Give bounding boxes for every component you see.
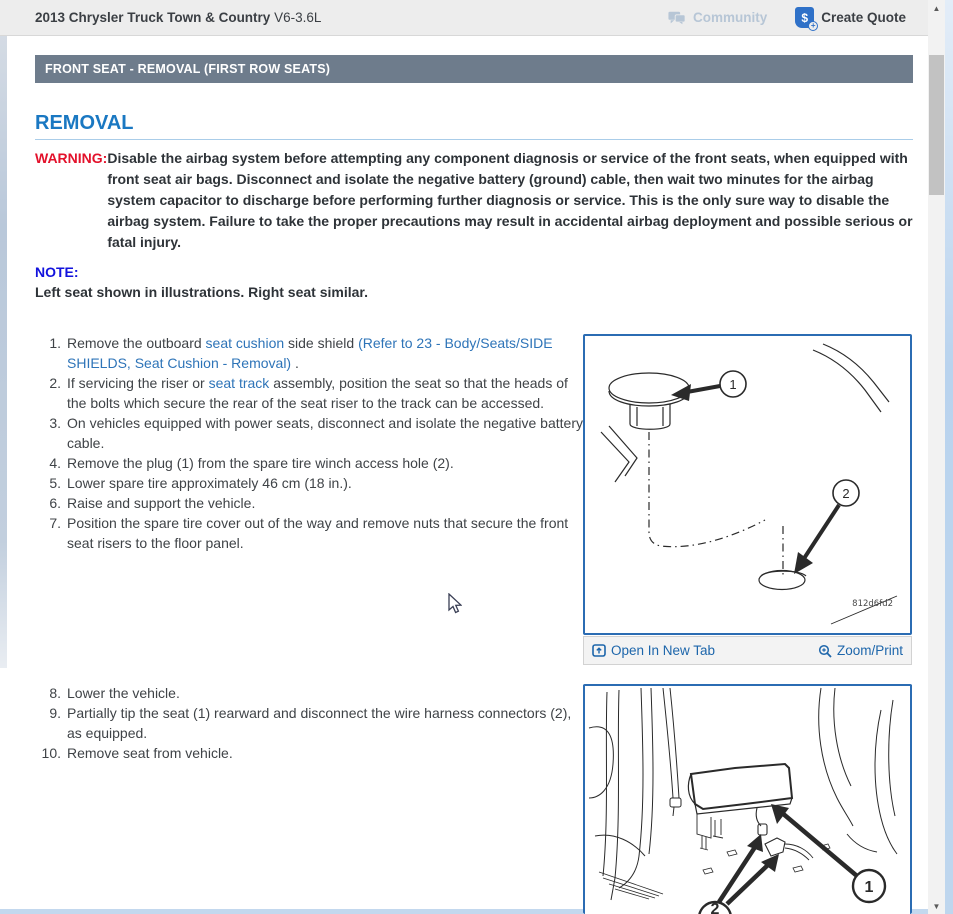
note-block — [35, 262, 595, 302]
step-text-segment: Position the spare tire cover out of the way and remove nuts that secure the front seat risers to the floor panel. — [67, 515, 569, 551]
step-text — [67, 473, 585, 493]
list-item — [35, 333, 585, 373]
callout-1 — [771, 804, 885, 902]
step-text-segment: assembly, position the seat so that the heads of the bolts which secure the rear of the seat riser to the track can be accessed. — [67, 375, 568, 411]
vertical-scrollbar[interactable] — [928, 0, 945, 914]
step-number: 3. — [49, 415, 61, 431]
warning-block — [35, 148, 913, 253]
svg-text:1: 1 — [864, 879, 874, 896]
figure-panel-1 — [583, 334, 912, 665]
list-item — [35, 413, 585, 453]
header-bar — [0, 0, 928, 36]
trim-line — [813, 350, 881, 412]
step-number: 2. — [49, 375, 61, 391]
callout-1 — [671, 371, 746, 401]
list-item — [35, 683, 587, 703]
svg-text:2: 2 — [842, 486, 850, 501]
vehicle-title-main: 2013 Chrysler Truck Town & Country — [35, 10, 271, 25]
warning-label: WARNING: — [35, 150, 108, 166]
figure-2-image — [583, 684, 912, 914]
svg-text:2: 2 — [710, 901, 720, 914]
inline-link[interactable]: seat track — [208, 375, 270, 391]
step-text — [67, 683, 587, 703]
callout-2 — [699, 834, 779, 914]
note-label: NOTE: — [35, 264, 79, 280]
callout-2 — [794, 480, 859, 574]
step-text — [67, 513, 585, 553]
zoom-print-button[interactable] — [818, 643, 903, 658]
right-panel-drawing — [819, 688, 897, 854]
step-text — [67, 333, 585, 373]
vehicle-title-engine: V6-3.6L — [270, 10, 322, 25]
door-frame-drawing — [589, 688, 663, 900]
list-item — [35, 513, 585, 553]
riser-bracket-drawing — [697, 814, 723, 850]
inline-link[interactable]: (Refer to 23 - Body/Seats/SIDE SHIELDS, Seat Cushion - Removal) — [67, 335, 553, 371]
step-text — [67, 703, 587, 743]
scrollbar-thumb[interactable] — [929, 55, 944, 195]
step-text — [67, 413, 585, 453]
community-chat-icon — [668, 11, 686, 25]
section-banner: FRONT SEAT - REMOVAL (FIRST ROW SEATS) — [35, 55, 913, 83]
procedure-steps-1-7 — [35, 333, 585, 553]
step-text-segment: On vehicles equipped with power seats, disconnect and isolate the negative battery cable. — [67, 415, 583, 451]
step-text — [67, 493, 585, 513]
step-number: 1. — [49, 335, 61, 351]
step-text-segment: Remove the outboard — [67, 335, 206, 351]
step-text-segment: Remove seat from vehicle. — [67, 745, 233, 761]
figure-1-code: 812d6fd2 — [852, 599, 893, 609]
open-in-new-tab-button[interactable] — [592, 643, 715, 658]
step-number: 7. — [49, 515, 61, 531]
community-label: Community — [692, 10, 768, 25]
heading-divider — [35, 139, 913, 140]
page-title: REMOVAL — [35, 112, 134, 134]
step-number: 9. — [49, 705, 61, 721]
svg-text:1: 1 — [729, 377, 737, 392]
community-button[interactable] — [668, 10, 767, 25]
mouse-cursor — [447, 593, 462, 615]
zoom-print-label: Zoom/Print — [836, 643, 903, 658]
magnifier-plus-icon — [818, 644, 832, 658]
figure-1-image — [583, 334, 912, 635]
step-number: 10. — [41, 745, 61, 761]
warning-text: Disable the airbag system before attempting any component diagnosis or service of the front seats, when equipped with front seat air bags. Disconnect and isolate the negative battery (ground) cable, then wait two minutes for the airbag system capacitor to discharge before performing further diagnosis or service. This is the only sure way to disable the airbag system. Failure to take the proper precautions may result in accidental airbag deployment and possible serious or fatal injury. — [107, 150, 913, 250]
step-text-segment: Raise and support the vehicle. — [67, 495, 256, 511]
list-item — [35, 453, 585, 473]
figure-1-toolbar — [583, 636, 912, 665]
plus-badge-icon: + — [808, 21, 818, 31]
inline-link[interactable]: seat cushion — [205, 335, 285, 351]
dollar-glyph: $ — [801, 10, 809, 25]
procedure-steps-8-10 — [35, 683, 587, 763]
step-number: 4. — [49, 455, 61, 471]
scroll-up-arrow[interactable]: ▲ — [928, 0, 945, 16]
note-text: Left seat shown in illustrations. Right seat similar. — [35, 284, 368, 300]
quote-tag-icon — [795, 7, 814, 28]
step-text — [67, 373, 585, 413]
step-text-segment: Lower the vehicle. — [67, 685, 180, 701]
step-text-segment: Partially tip the seat (1) rearward and disconnect the wire harness connectors (2), as equipped. — [67, 705, 572, 741]
floor-marks-drawing — [703, 844, 830, 874]
trim-line — [823, 344, 889, 402]
step-text-segment: side shield — [284, 335, 359, 351]
scroll-down-arrow[interactable]: ▼ — [928, 898, 945, 914]
list-item — [35, 743, 587, 763]
open-new-tab-icon — [592, 644, 606, 657]
right-frame-strip — [945, 0, 953, 914]
list-item — [35, 493, 585, 513]
list-item — [35, 373, 585, 413]
step-number: 6. — [49, 495, 61, 511]
step-text-segment: . — [291, 355, 299, 371]
step-text-segment: Lower spare tire approximately 46 cm (18 in.). — [67, 475, 352, 491]
step-number: 8. — [49, 685, 61, 701]
create-quote-button[interactable] — [795, 7, 906, 28]
step-text-segment: Remove the plug (1) from the spare tire winch access hole (2). — [67, 455, 454, 471]
open-in-new-tab-label: Open In New Tab — [611, 643, 716, 658]
step-number: 5. — [49, 475, 61, 491]
step-text-segment: If servicing the riser or — [67, 375, 209, 391]
vehicle-title — [35, 10, 321, 25]
step-text — [67, 453, 585, 473]
figure-panel-2 — [583, 684, 912, 914]
list-item — [35, 473, 585, 493]
list-item — [35, 703, 587, 743]
step-text — [67, 743, 587, 763]
create-quote-label: Create Quote — [821, 10, 906, 25]
seatbelt-drawing — [663, 688, 681, 816]
plug-drawing — [609, 373, 689, 429]
left-frame-strip — [0, 36, 7, 668]
